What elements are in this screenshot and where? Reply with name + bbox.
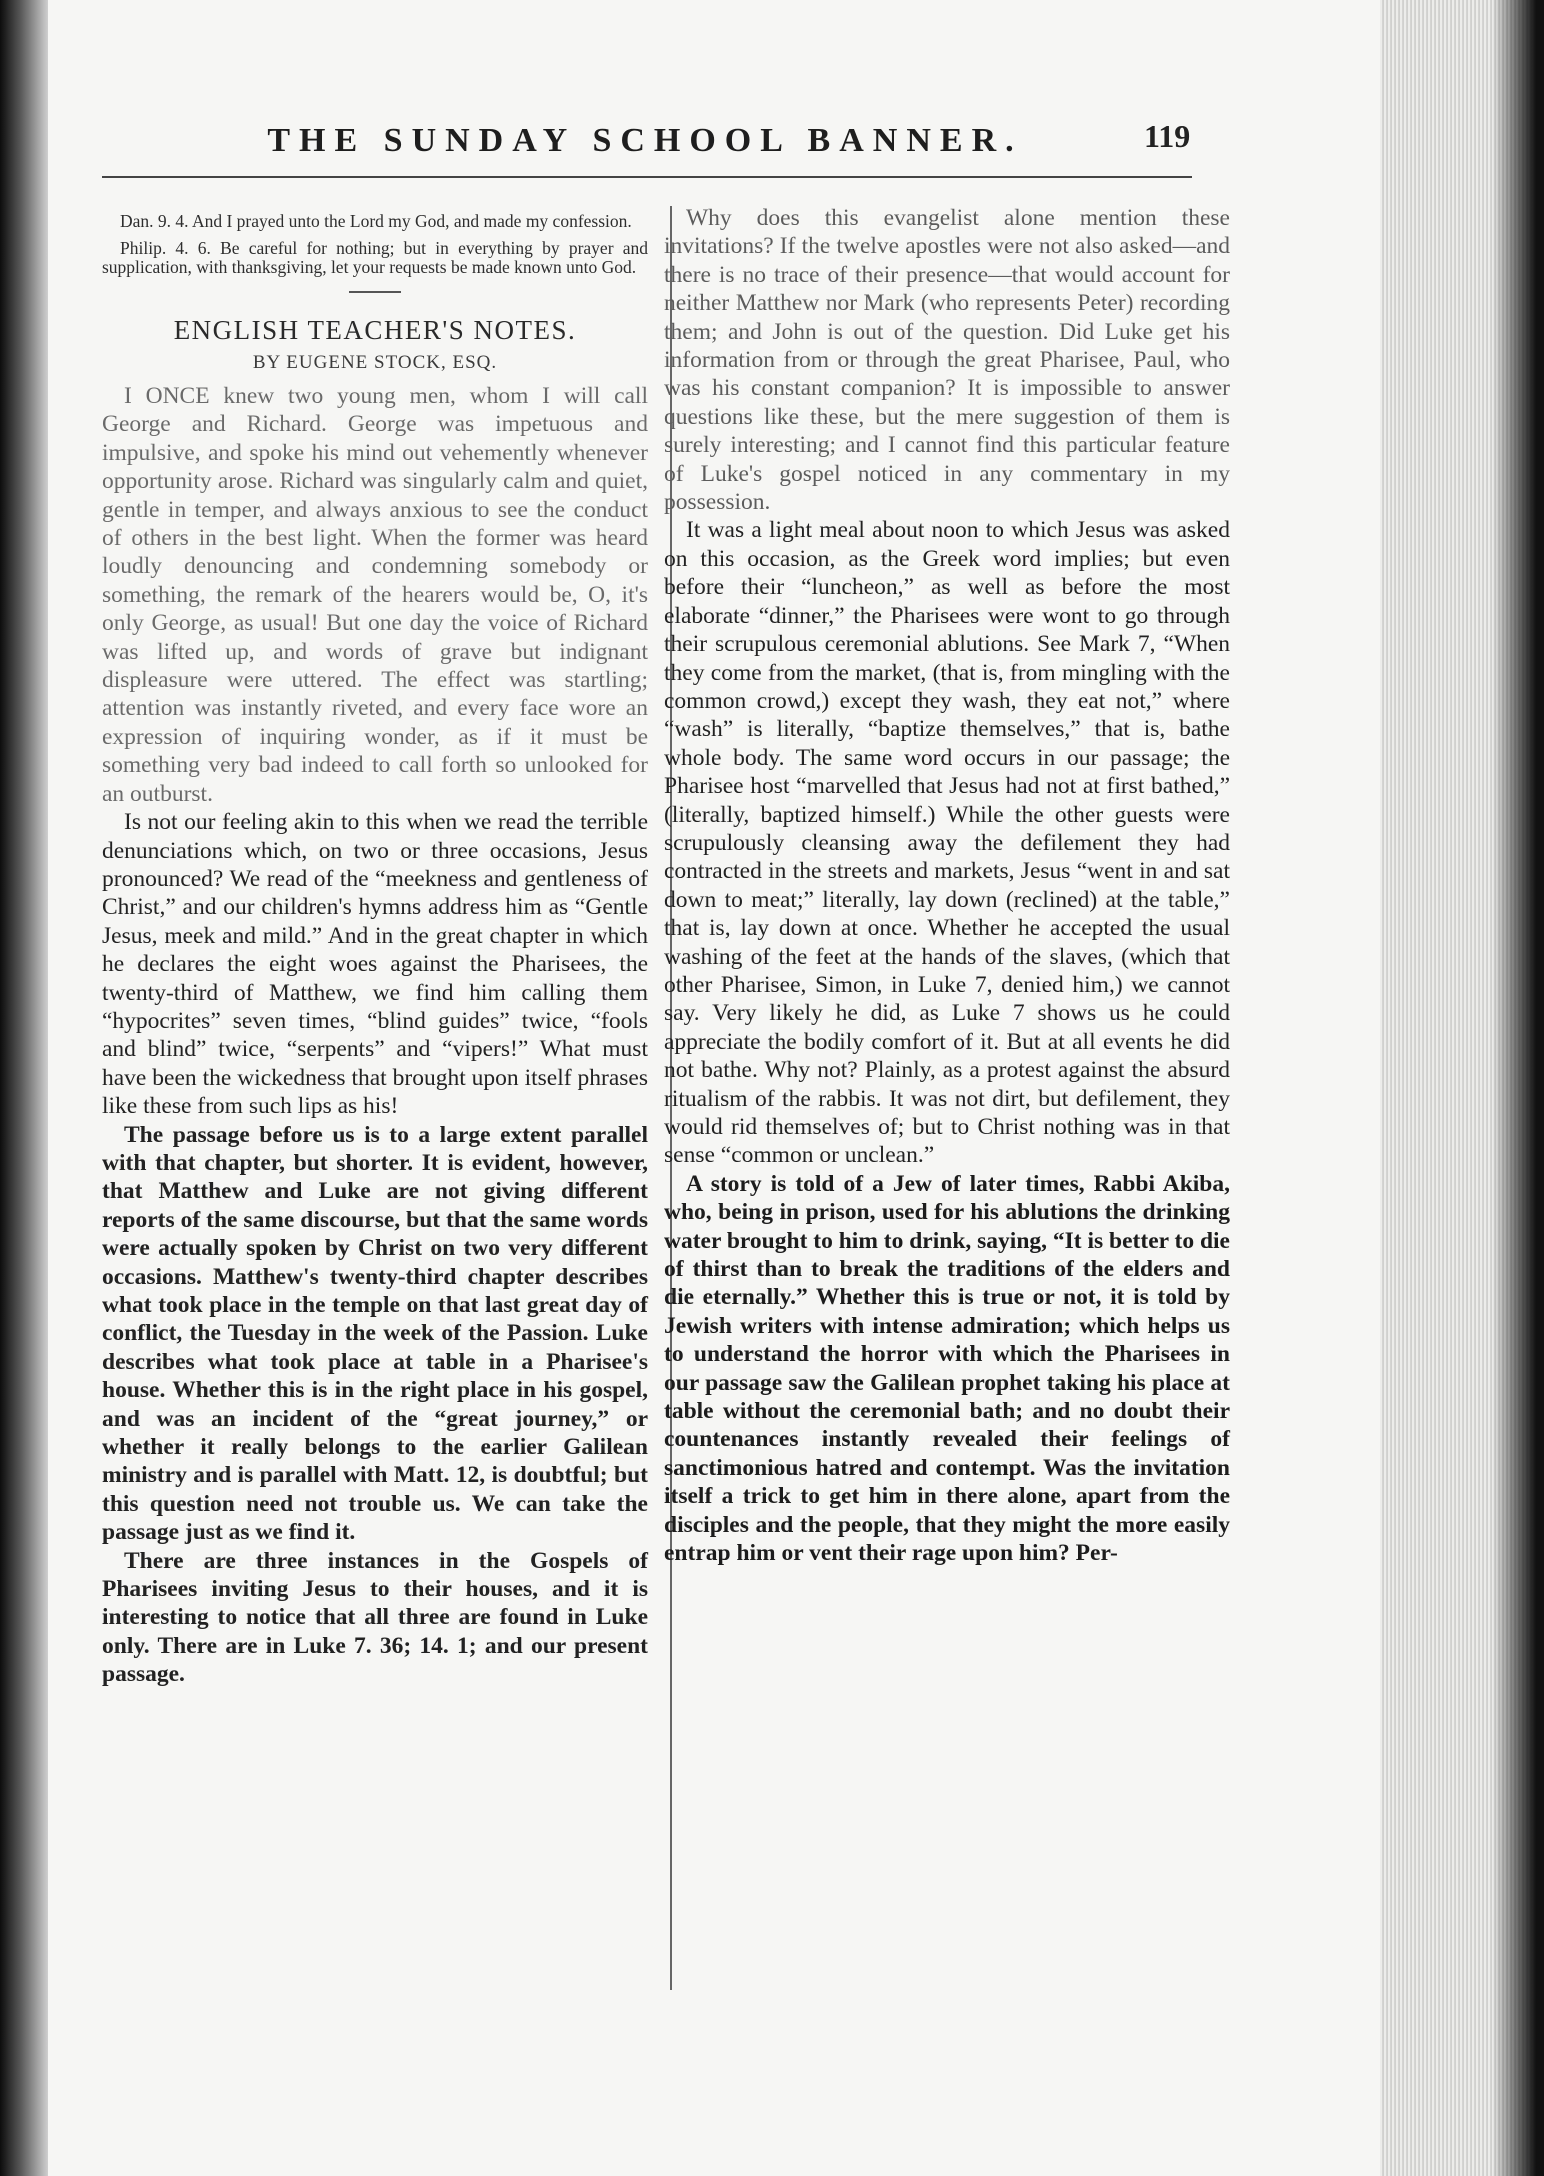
left-column bbox=[102, 204, 648, 1689]
paragraph-three-instances: There are three instances in the Gospels of Pharisees inviting Jesus to their houses, and it is interesting to notice that all three are found in Luke only. There are in Luke 7. 36; 14. 1; and our present passage. bbox=[102, 1547, 648, 1688]
paragraph-light-meal: It was a light meal about noon to which Jesus was asked on this occasion, as the Greek word implies; but even before their “luncheon,” as well as before the most elaborate “dinner,” the Pharisees were wont to go through their scrupulous ceremonial ablutions. See Mark 7, “When they come from the market, (that is, from mingling with the common crowd,) except they wash, they eat not,” where “wash” is literally, “baptize themselves,” that is, bathe whole body. The same word occurs in our passage; the Pharisee host “marvelled that Jesus had not at first bathed,” (literally, baptized himself.) While the other guests were scrupulously cleansing away the defilement they had contracted in the streets and markets, Jesus “went in and sat down to meat;” literally, lay down (reclined) at the table,” that is, lay down at once. Whether he accepted the usual washing of the feet at the hands of the slaves, (which that other Pharisee, Simon, in Luke 7, denied him,) we cannot say. Very likely he did, as Luke 7 shows us he could appreciate the bodily comfort of it. But at all events he did not bathe. Why not? Plainly, as a protest against the absurd ritualism of the rabbis. It was not dirt, but defilement, they would rid themselves of; but to Christ nothing was in that sense “common or unclean.” bbox=[664, 517, 1230, 1169]
verse-daniel: Dan. 9. 4. And I prayed unto the Lord my God, and made my confession. bbox=[120, 211, 632, 231]
paragraph-rabbi-akiba: A story is told of a Jew of later times, Rabbi Akiba, who, being in prison, used for his ablutions the drinking water brought to him to drink, saying, “It is better to die of thirst than to break the traditions of the elders and die eternally.” Whether this is true or not, it is told by Jewish writers with intense admiration; which helps us to understand the horror with which the Pharisees in our passage saw the Galilean prophet taking his place at table without the ceremonial bath; and no doubt their countenances instantly revealed their feelings of sanctimonious hatred and contempt. Was the invitation itself a trick to get him in there alone, apart from the disciples and the people, that they might the more easily entrap him or vent their rage upon him? Per- bbox=[664, 1170, 1230, 1567]
author-byline: BY EUGENE STOCK, ESQ. bbox=[252, 352, 498, 373]
book-page-edges bbox=[1380, 0, 1544, 2176]
paragraph-denunciations: Is not our feeling akin to this when we read the terrible denunciations which, on two or three occasions, Jesus pronounced? We read of the “meekness and gentleness of Christ,” and our children's hymns address him as “Gentle Jesus, meek and mild.” And in the great chapter in which he declares the eight woes against the Pharisees, the twenty-third of Matthew, we find him calling them “hypocrites” seven times, “blind guides” twice, “fools and blind” twice, “serpents” and “vipers!” What must have been the wickedness that brought upon itself phrases like these from such lips as his! bbox=[102, 809, 648, 1120]
paragraph-evangelist: Why does this evangelist alone mention these invitations? If the twelve apostles were not also asked—and there is no trace of their presence—that would account for neither Matthew nor Mark (who represents Peter) recording them; and John is out of the question. Did Luke get his information from or through the great Pharisee, Paul, who was his constant companion? It is impossible to answer questions like these, but the mere suggestion of them is surely interesting; and I cannot find this particular feature of Luke's gospel noticed in any commentary in my possession. bbox=[664, 205, 1230, 516]
right-column bbox=[664, 204, 1230, 1568]
running-header-title: THE SUNDAY SCHOOL BANNER. bbox=[267, 122, 1023, 159]
verse-philippians: Philip. 4. 6. Be careful for nothing; but in everything by prayer and supplication, with thanksgiving, let your requests be made known unto God. bbox=[102, 238, 648, 277]
section-divider bbox=[349, 291, 401, 293]
page-number: 119 bbox=[1144, 118, 1191, 154]
paragraph-passage-parallel: The passage before us is to a large extent parallel with that chapter, but shorter. It is evident, however, that Matthew and Luke are not giving different reports of the same discourse, but that the same words were actually spoken by Christ on two very different occasions. Matthew's twenty-third chapter describes what took place in the temple on that last great day of conflict, the Tuesday in the week of the Passion. Luke describes what took place at table in a Pharisee's house. Whether this is in the right place in his gospel, and was an incident of the “great journey,” or whether it really belongs to the earlier Galilean ministry and is parallel with Matt. 12, is doubtful; but this question need not trouble us. We can take the passage just as we find it. bbox=[102, 1121, 648, 1546]
section-title: ENGLISH TEACHER'S NOTES. bbox=[173, 315, 577, 345]
header-rule bbox=[102, 176, 1192, 178]
paragraph-george-richard: I ONCE knew two young men, whom I will call George and Richard. George was impetuous and impulsive, and spoke his mind out vehemently whenever opportunity arose. Richard was singularly calm and quiet, gentle in temper, and always anxious to see the conduct of others in the best light. When the former was heard loudly denouncing and condemning somebody or something, the remark of the hearers would be, O, it's only George, as usual! But one day the voice of Richard was lifted up, and words of grave but indignant displeasure were uttered. The effect was startling; attention was instantly riveted, and every face wore an expression of inquiring wonder, as if it must be something very bad indeed to call forth so unlooked for an outburst. bbox=[102, 383, 648, 807]
